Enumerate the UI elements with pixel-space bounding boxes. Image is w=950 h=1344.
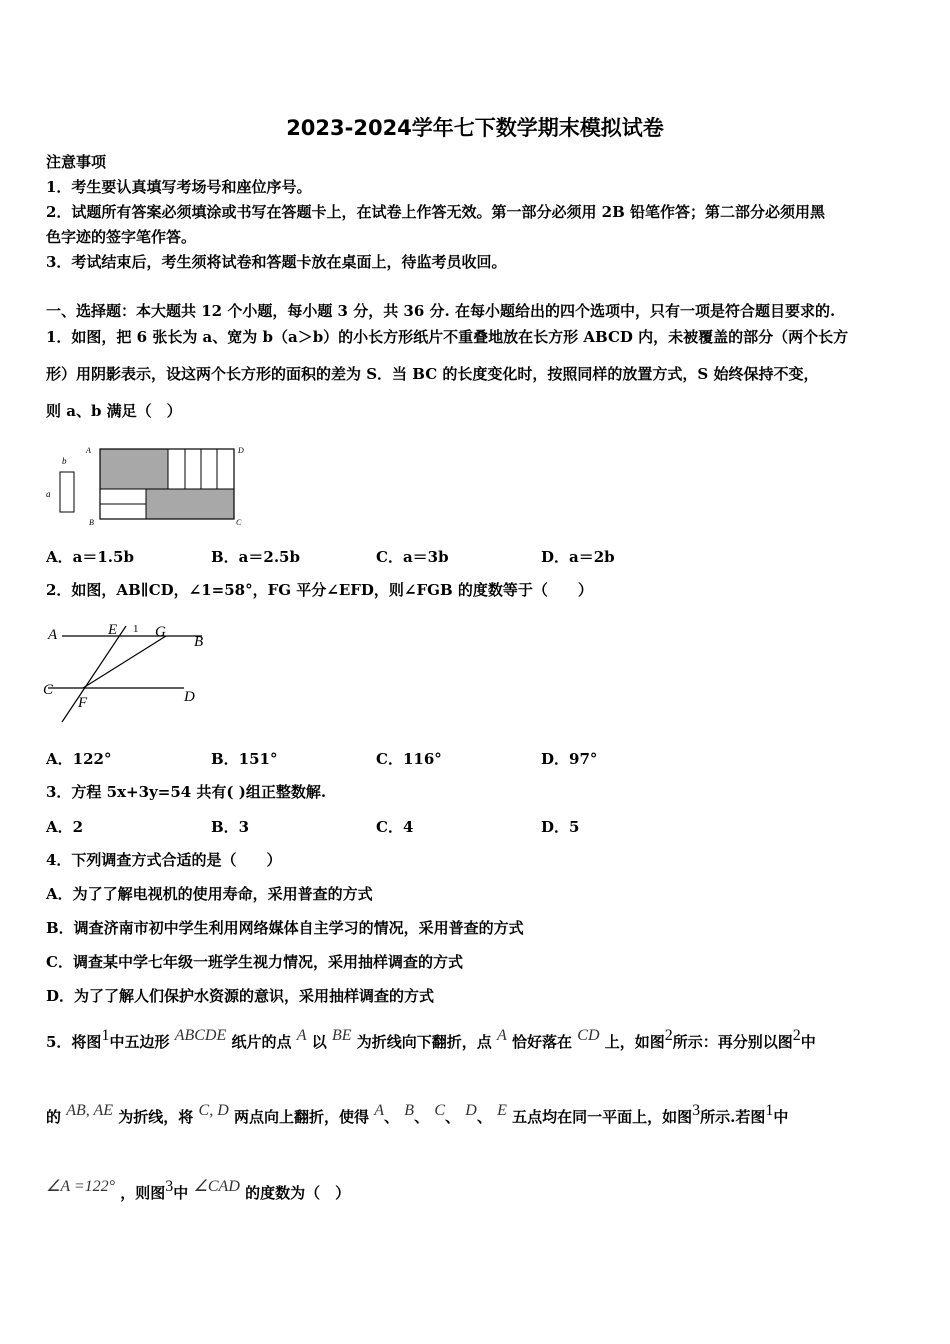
question-5-line-3: ∠A =122° ，则图3中 ∠CAD 的度数为（ ） (46, 1178, 351, 1202)
label-1: 1 (133, 623, 139, 635)
option-d: D．97° (541, 750, 598, 768)
question-3-text: 3．方程 5x+3y=54 共有( )组正整数解. (46, 783, 327, 801)
option-b: B．3 (211, 818, 250, 836)
label-G: G (155, 624, 166, 640)
label-a: a (46, 489, 51, 499)
option-a: A．2 (46, 818, 84, 836)
label-B: B (89, 518, 94, 527)
question-5-line-2: 的 AB, AE 为折线，将 C, D 两点向上翻折，使得 A、 B、 C、 D、 E 五点均在同一平面上，如图3所示.若图1中 (46, 1102, 789, 1126)
option-c: C．4 (376, 818, 414, 836)
label-D: D (238, 446, 244, 455)
option-a: A．a＝1.5b (46, 548, 134, 566)
option-b: B．151° (211, 750, 278, 768)
question-5-line-1: 5．将图1中五边形 ABCDE 纸片的点 A 以 BE 为折线向下翻折，点 A 恰好落在 CD 上，如图2所示：再分别以图2中 (46, 1027, 816, 1051)
question-2-text: 2．如图，AB∥CD，∠1=58°，FG 平分∠EFD，则∠FGB 的度数等于（ ） (46, 581, 593, 599)
section-heading: 一、选择题：本大题共 12 个小题，每小题 3 分，共 36 分. 在每小题给出的四个选项中，只有一项是符合题目要求的. (46, 302, 836, 320)
notice-item: 2．试题所有答案必须填涂或书写在答题卡上，在试卷上作答无效。第一部分必须用 2B 铅笔作答；第二部分必须用黑 (46, 203, 826, 221)
option-a: A．122° (46, 750, 112, 768)
label-E: E (108, 622, 118, 638)
notice-item: 3．考试结束后，考生须将试卷和答题卡放在桌面上，待监考员收回。 (46, 253, 507, 271)
option-c: C．调查某中学七年级一班学生视力情况，采用抽样调查的方式 (46, 953, 463, 971)
line-ef (62, 626, 126, 722)
shaded-rectangle-bottom (146, 489, 234, 519)
question-4-text: 4．下列调查方式合适的是（ ） (46, 851, 282, 869)
shaded-rectangle-top (100, 449, 168, 489)
option-d: D．5 (541, 818, 580, 836)
question-1-line: 1．如图，把 6 张长为 a、宽为 b（a＞b）的小长方形纸片不重叠地放在长方形 ABCD 内，未被覆盖的部分（两个长方 (46, 328, 849, 346)
page-title: 2023-2024学年七下数学期末模拟试卷 (286, 116, 664, 140)
option-c: C．a＝3b (376, 548, 449, 566)
label-F: F (78, 695, 88, 711)
notice-item: 1．考生要认真填写考场号和座位序号。 (46, 178, 312, 196)
notice-heading: 注意事项 (46, 153, 107, 171)
option-b: B．调查济南市初中学生利用网络媒体自主学习的情况，采用普查的方式 (46, 919, 524, 937)
option-d: D．a＝2b (541, 548, 615, 566)
label-C: C (43, 682, 54, 698)
notice-item: 色字迹的签字笔作答。 (46, 228, 197, 246)
label-A: A (48, 627, 58, 643)
label-C: C (236, 518, 242, 527)
option-d: D．为了了解人们保护水资源的意识，采用抽样调查的方式 (46, 987, 435, 1005)
label-B: B (194, 634, 204, 650)
label-A: A (86, 446, 91, 455)
question-1-line: 形）用阴影表示，设这两个长方形的面积的差为 S．当 BC 的长度变化时，按照同样的放置方式，S 始终保持不变， (46, 365, 819, 383)
label-D: D (184, 689, 195, 705)
question-1-line: 则 a、b 满足（ ） (46, 402, 182, 420)
option-a: A．为了了解电视机的使用寿命，采用普查的方式 (46, 885, 373, 903)
question-1-figure (40, 438, 255, 530)
line-fg (83, 636, 166, 688)
option-b: B．a＝2.5b (211, 548, 300, 566)
option-c: C．116° (376, 750, 442, 768)
small-rectangle (60, 472, 74, 512)
question-2-figure (40, 614, 220, 726)
label-b: b (62, 456, 67, 466)
